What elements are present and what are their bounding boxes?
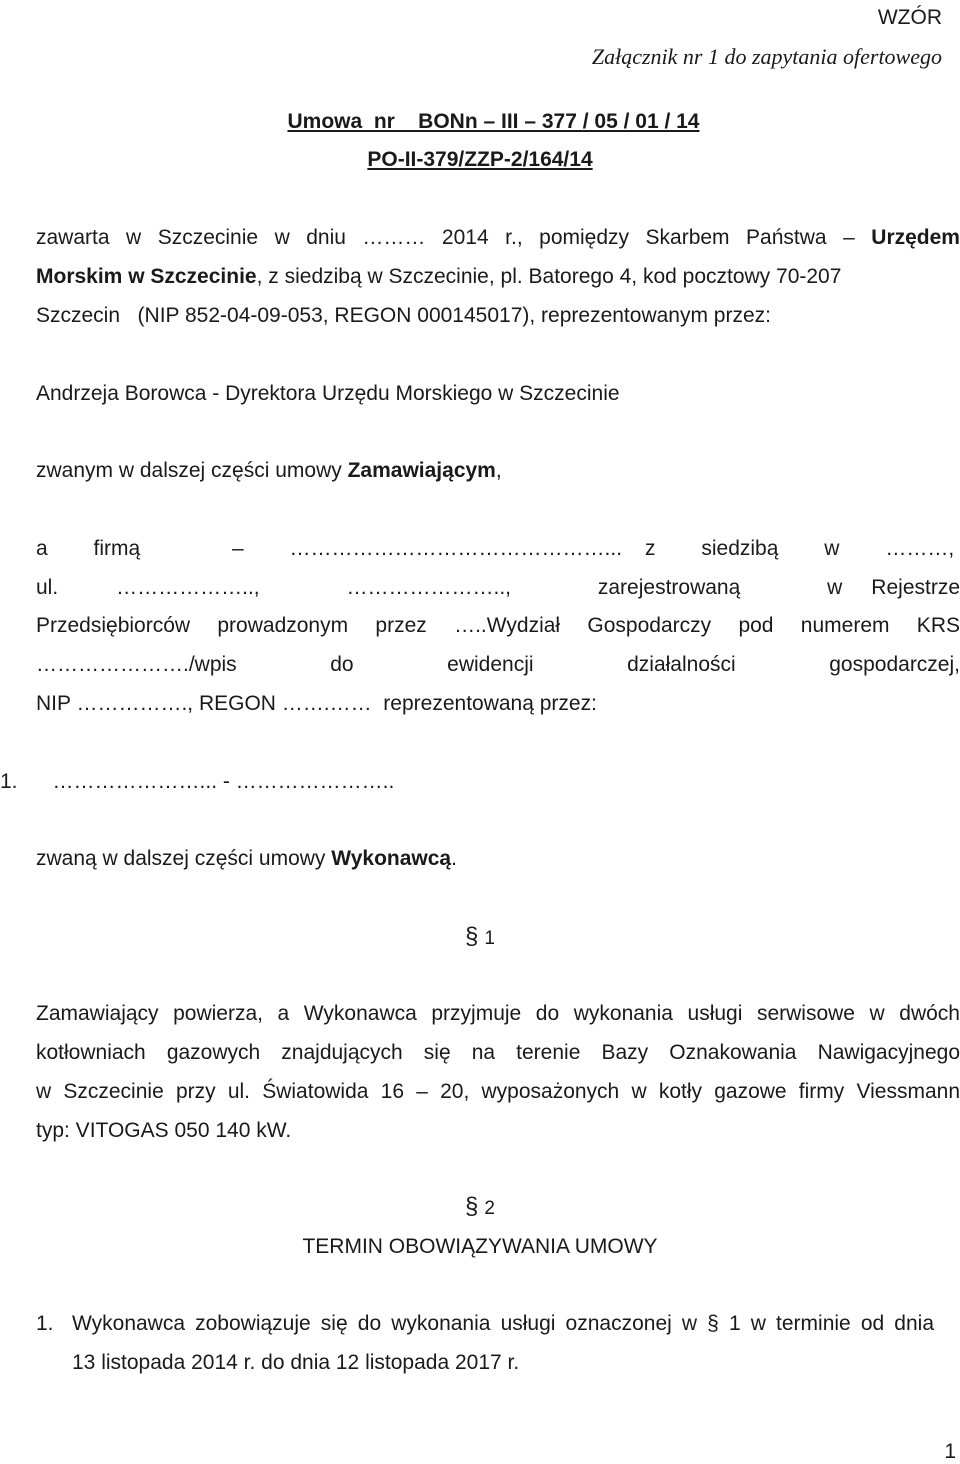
contractor-definition: zwaną w dalszej części umowy Wykonawcą. bbox=[36, 847, 457, 870]
section-1-heading: § 1 bbox=[465, 923, 495, 950]
contractor-line-2: ul. ……………….., ………………….., zarejestrowaną w Rejestrze bbox=[36, 576, 960, 599]
party-name-part: Morskim w Szczecinie bbox=[36, 265, 257, 288]
section-1-line-2: kotłowniach gazowych znajdujących się na terenie Bazy Oznakowania Nawigacyjnego bbox=[36, 1041, 960, 1064]
contractor-line-5: NIP ……………., REGON …….…… reprezentowaną przez: bbox=[36, 692, 597, 715]
contractor-line-1: a firmą – ………………………………………... z siedzibą w ………, bbox=[36, 537, 960, 560]
contractor-line-4: …………………./wpis do ewidencji działalności gospodarczej, bbox=[36, 653, 960, 676]
intro-line-1: zawarta w Szczecinie w dniu ……… 2014 r., pomiędzy Skarbem Państwa – Urzędem bbox=[36, 226, 960, 249]
section-symbol: § bbox=[465, 923, 479, 950]
section-symbol: § bbox=[465, 1193, 479, 1220]
party-name-part: Urzędem bbox=[871, 226, 960, 249]
section-1-line-3: w Szczecinie przy ul. Światowida 16 – 20, wyposażonych w kotły gazowe firmy Viessmann bbox=[36, 1080, 960, 1103]
section-1-line-4: typ: VITOGAS 050 140 kW. bbox=[36, 1119, 292, 1142]
section-2-number: § 2 bbox=[465, 1193, 495, 1220]
contract-number: Umowa nr BONn – III – 377 / 05 / 01 / 14 bbox=[287, 110, 700, 133]
ordering-party-definition: zwanym w dalszej części umowy Zamawiającym, bbox=[36, 459, 502, 482]
section-1-line-1: Zamawiający powierza, a Wykonawca przyjmuje do wykonania usługi serwisowe w dwóch bbox=[36, 1002, 960, 1025]
list-item-line-1: Wykonawca zobowiązuje się do wykonania usługi oznaczonej w § 1 w terminie od dnia bbox=[72, 1312, 934, 1335]
intro-line-2: Morskim w Szczecinie, z siedzibą w Szczecinie, pl. Batorego 4, kod pocztowy 70-207 bbox=[36, 265, 842, 288]
contractor-line-3: Przedsiębiorców prowadzonym przez …..Wydział Gospodarczy pod numerem KRS bbox=[36, 614, 960, 637]
list-item-number: 1. bbox=[36, 1312, 54, 1335]
annex-reference: Załącznik nr 1 do zapytania ofertowego bbox=[591, 44, 942, 69]
section-2-heading: TERMIN OBOWIĄZYWANIA UMOWY bbox=[302, 1235, 658, 1258]
intro-line-3: Szczecin (NIP 852-04-09-053, REGON 000145017), reprezentowanym przez: bbox=[36, 304, 771, 327]
representative: Andrzeja Borowca - Dyrektora Urzędu Morskiego w Szczecinie bbox=[36, 382, 620, 405]
template-label: WZÓR bbox=[877, 6, 942, 29]
contract-reference: PO-II-379/ZZP-2/164/14 bbox=[367, 148, 593, 171]
contractor-representative: 1. …………………... - ………………….. bbox=[0, 770, 395, 793]
list-item-line-2: 13 listopada 2014 r. do dnia 12 listopada 2017 r. bbox=[72, 1351, 520, 1374]
page-number: 1 bbox=[944, 1440, 956, 1463]
